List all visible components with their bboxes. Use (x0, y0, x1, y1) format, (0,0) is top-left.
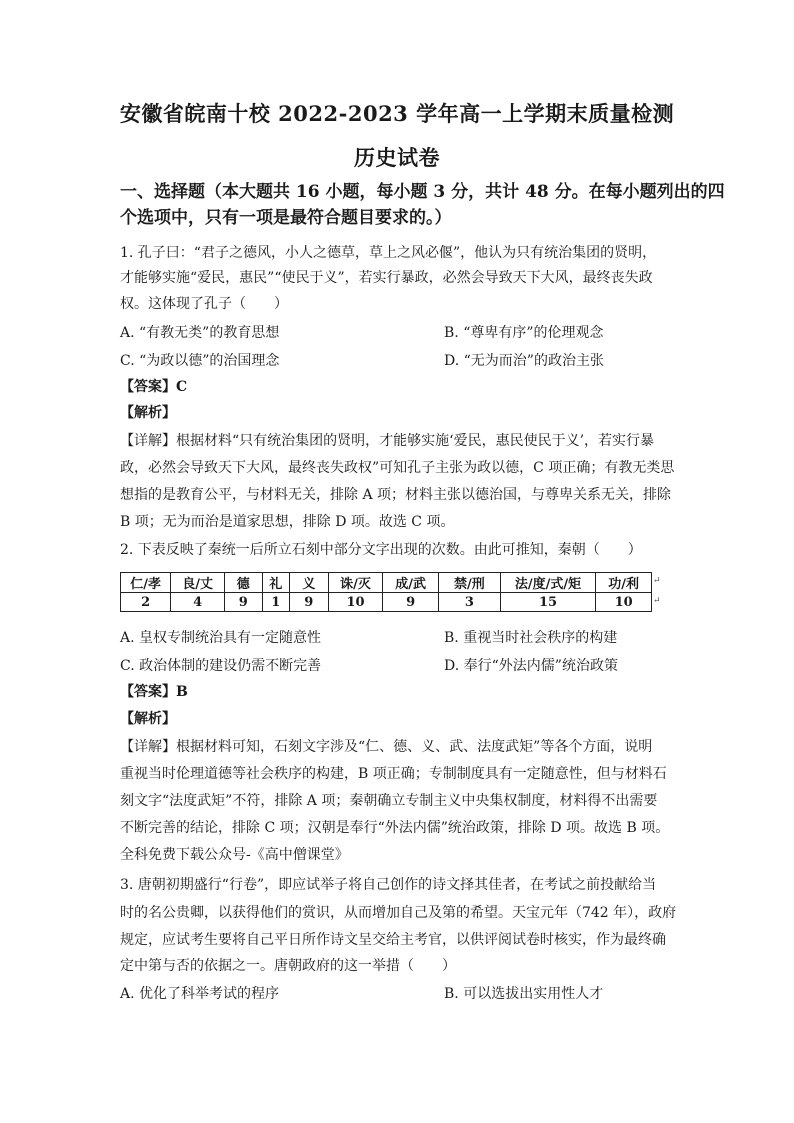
q3-option-a: A. 优化了科举考试的程序 (120, 986, 280, 1002)
q2-option-c: C. 政治体制的建设仍需不断完善 (120, 658, 322, 674)
q2-detail-line-3: 刻文字“法度武矩”不符，排除 A 项；秦朝确立专制主义中央集权制度，材料得不出需要 (120, 793, 658, 809)
q2-detail-line-2: 重视当时伦理道德等社会秩序的构建，B 项正确；专制制度具有一定随意性，但与材料石 (120, 766, 667, 782)
table-header-cell: 诛/灭 (328, 573, 383, 593)
q2-detail-line-4: 不断完善的结论，排除 C 项；汉朝是奉行“外法内儒”统治政策，排除 D 项。故选 B 项。 (120, 820, 670, 836)
q1-option-c: C. “为政以德”的治国理念 (120, 353, 280, 369)
table-header-cell: 功/利 (596, 573, 652, 593)
q1-option-d: D. “无为而治”的政治主张 (444, 353, 604, 369)
q2-detail-line-1: 【详解】根据材料可知，石刻文字涉及“仁、德、义、武、法度武矩”等各个方面，说明 (120, 739, 653, 755)
table-value-cell: 10 (596, 593, 652, 612)
q3-stem-line-3: 规定，应试考生要将自己平日所作诗文呈交给主考官，以供评阅试卷时核实，作为最终确 (120, 932, 666, 948)
table-header-cell: 法/度/式/矩 (500, 573, 595, 593)
table-value-cell: 4 (171, 593, 225, 612)
section-heading-line-2: 个选项中，只有一项是最符合题目要求的。） (120, 208, 452, 228)
q1-stem-line-3: 权。这体现了孔子（ ） (120, 296, 288, 312)
q1-stem-line-1: 1. 孔子曰：“君子之德风，小人之德草，草上之风必偃”，他认为只有统治集团的贤明， (120, 245, 657, 261)
table-value-cell: 15 (500, 593, 595, 612)
q2-option-d: D. 奉行“外法内儒”统治政策 (444, 658, 618, 674)
table-value-cell: 9 (224, 593, 262, 612)
q2-stem: 2. 下表反映了秦统一后所立石刻中部分文字出现的次数。由此可推知，秦朝（ ） (120, 542, 642, 558)
table-header-cell: 义 (289, 573, 328, 593)
table-value-cell: 1 (262, 593, 289, 612)
table-header-cell: 仁/孝 (121, 573, 171, 593)
q2-analysis-label: 【解析】 (120, 711, 176, 727)
q2-option-a: A. 皇权专制统治具有一定随意性 (120, 630, 322, 646)
table-header-cell: 良/丈 (171, 573, 225, 593)
table-value-cell: 3 (438, 593, 500, 612)
document-title: 安徽省皖南十校 2022-2023 学年高一上学期末质量检测 (119, 101, 675, 126)
q1-detail-line-3: 想指的是教育公平，与材料无关，排除 A 项；材料主张以德治国，与尊卑关系无关，排除 (120, 487, 672, 503)
q1-answer: 【答案】C (120, 379, 188, 395)
table-header-row (121, 573, 652, 593)
table-value-row (121, 593, 652, 612)
row-end-mark: ↵ (653, 596, 661, 606)
document-subtitle: 历史试卷 (354, 145, 440, 170)
table-value-cell: 10 (328, 593, 383, 612)
q1-detail-line-1: 【详解】根据材料“只有统治集团的贤明，才能够实施‘爱民，惠民使民于义’，若实行暴 (120, 433, 655, 449)
table-header-cell: 德 (224, 573, 262, 593)
q1-option-b: B. “尊卑有序”的伦理观念 (444, 325, 604, 341)
q2-answer: 【答案】B (120, 684, 188, 700)
promo-line: 全科免费下载公众号-《高中僧课堂》 (120, 847, 349, 863)
table-value-cell: 9 (383, 593, 439, 612)
q1-option-a: A. “有教无类”的教育思想 (120, 325, 280, 341)
character-count-table (120, 572, 652, 612)
q3-option-b: B. 可以选拔出实用性人才 (444, 986, 604, 1002)
q1-analysis-label: 【解析】 (120, 405, 176, 421)
table-value-cell: 9 (289, 593, 328, 612)
q2-option-b: B. 重视当时社会秩序的构建 (444, 630, 618, 646)
q1-stem-line-2: 才能够实施“爱民，惠民”“使民于义”，若实行暴政，必然会导致天下大风，最终丧失政 (120, 270, 653, 286)
section-heading-line-1: 一、选择题（本大题共 16 小题，每小题 3 分，共计 48 分。在每小题列出的四 (120, 182, 725, 202)
q3-stem-line-2: 时的名公贵卿，以获得他们的赏识，从而增加自己及第的希望。天宝元年（742 年），政府 (120, 905, 677, 921)
table-header-cell: 禁/刑 (438, 573, 500, 593)
q1-detail-line-2: 政，必然会导致天下大风，最终丧失政权”可知孔子主张为政以德，C 项正确；有教无类思 (120, 460, 675, 476)
q3-stem-line-1: 3. 唐朝初期盛行“行卷”，即应试举子将自己创作的诗文择其佳者，在考试之前投献给当 (120, 877, 657, 893)
q3-stem-line-4: 定中第与否的依据之一。唐朝政府的这一举措（ ） (120, 958, 456, 974)
table-header-cell: 礼 (262, 573, 289, 593)
table-header-cell: 成/武 (383, 573, 439, 593)
row-end-mark: ↵ (653, 576, 661, 586)
q1-detail-line-4: B 项；无为而治是道家思想，排除 D 项。故选 C 项。 (120, 514, 455, 530)
table-value-cell: 2 (121, 593, 171, 612)
